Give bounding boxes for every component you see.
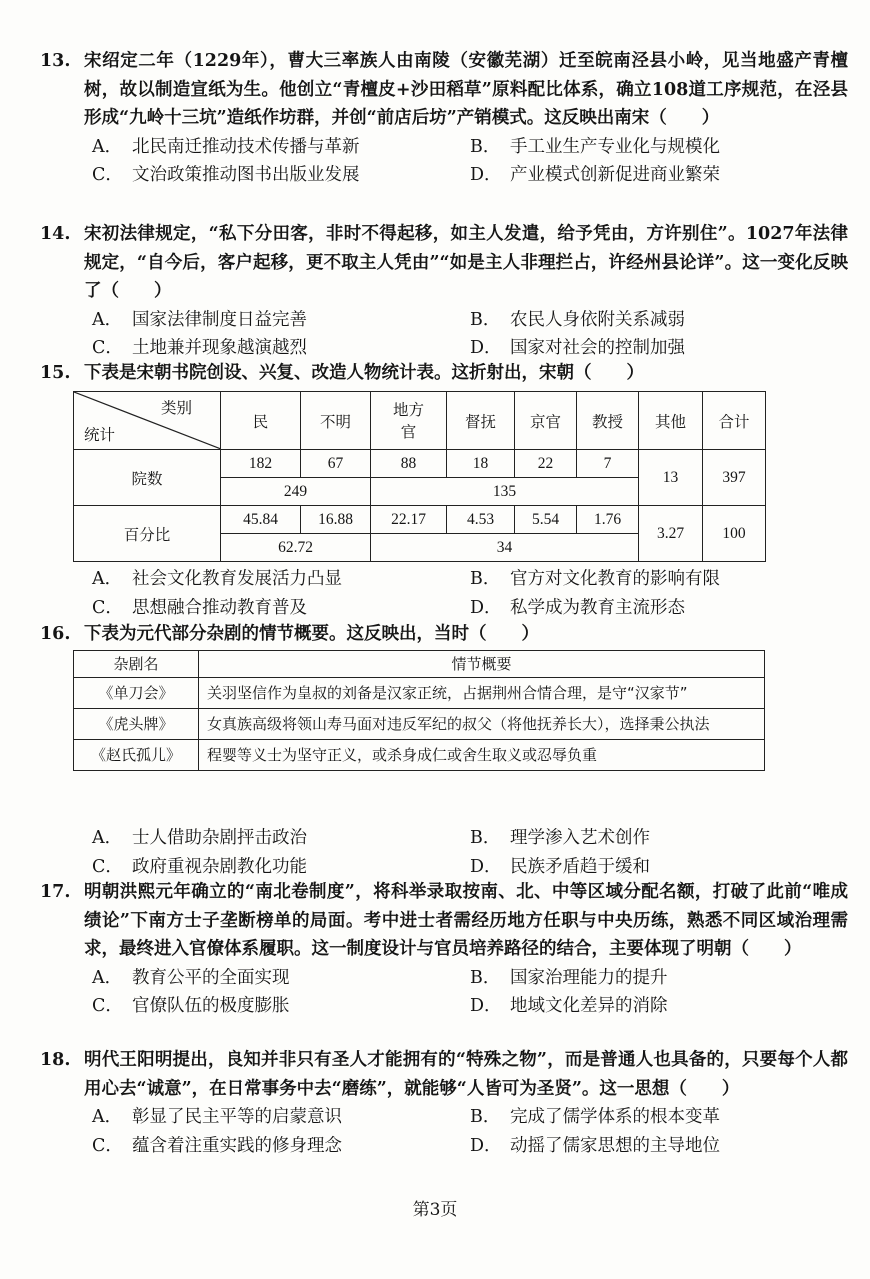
col-header: 其他: [639, 392, 703, 450]
question-13: [40, 47, 848, 190]
col-header: 地方官: [371, 392, 447, 450]
options: [48, 964, 848, 1021]
option-c[interactable]: C． 思想融合推动教育普及: [92, 597, 307, 618]
question-number: 13.: [40, 51, 71, 71]
col-header: 民: [221, 392, 301, 450]
table-row: [74, 740, 765, 771]
option-a[interactable]: A． 教育公平的全面实现: [92, 967, 290, 988]
option-a[interactable]: A． 士人借助杂剧抨击政治: [92, 828, 307, 848]
option-b[interactable]: B． 官方对文化教育的影响有限: [470, 569, 720, 589]
question-stem: 宋绍定二年（1229年），曹大三率族人由南陵（安徽芜湖）迁至皖南泾县小岭，见当地盛产青檀树，故以制造宣纸为生。他创立“青檀皮+沙田稻草”原料配比体系，确立108道工序规范，在泾县形成“九岭十三坑”造纸作坊群，并创“前店后坊”产销模式。这反映出南宋（ ）: [84, 51, 848, 128]
col-header: 合计: [703, 392, 766, 450]
option-d[interactable]: D． 产业模式创新促进商业繁荣: [470, 165, 720, 185]
question-15-options: [48, 565, 848, 622]
drama-plot: 程婴等义士为坚守正义，或杀身成仁或舍生取义或忍辱负重: [199, 740, 765, 771]
col-header: 不明: [301, 392, 371, 450]
drama-plot: 女真族高级将领山寿马面对违反军纪的叔父（将他抚养长大），选择秉公执法: [199, 709, 765, 740]
table-cell: 4.53: [447, 506, 515, 534]
drama-name: 《赵氏孤儿》: [74, 740, 199, 771]
corner-top-label: 类别: [160, 399, 192, 417]
drama-plot-table: [73, 650, 765, 771]
drama-plot: 关羽坚信作为皇叔的刘备是汉家正统，占据荆州合情合理，是守“汉家节”: [199, 678, 765, 709]
table-cell: 88: [371, 450, 447, 478]
col-header: 督抚: [447, 392, 515, 450]
table-cell: 16.88: [301, 506, 371, 534]
table-cell: 3.27: [639, 506, 703, 562]
options: [48, 824, 848, 881]
row-label: 百分比: [74, 506, 221, 562]
option-b[interactable]: B． 农民人身依附关系减弱: [470, 309, 685, 330]
col-header: 京官: [515, 392, 577, 450]
option-c[interactable]: C． 土地兼并现象越演越烈: [92, 338, 307, 358]
col-header: 杂剧名: [74, 651, 199, 678]
table-cell: 62.72: [221, 534, 371, 562]
question-16: [40, 620, 848, 649]
question-14: [40, 220, 848, 363]
option-b[interactable]: B． 国家治理能力的提升: [470, 967, 668, 988]
table-cell: 135: [371, 478, 639, 506]
table-cell: 22: [515, 450, 577, 478]
question-17: [40, 878, 848, 1021]
option-b[interactable]: B． 完成了儒学体系的根本变革: [470, 1107, 720, 1127]
options: [48, 1103, 848, 1160]
corner-bottom-label: 统计: [84, 426, 116, 444]
option-c[interactable]: C． 政府重视杂剧教化功能: [92, 856, 307, 877]
option-a[interactable]: A． 国家法律制度日益完善: [92, 309, 307, 330]
academy-statistics-table: [73, 391, 766, 562]
option-d[interactable]: D． 国家对社会的控制加强: [470, 338, 685, 358]
page-number: 第3页: [412, 1200, 458, 1220]
question-number: 15.: [40, 363, 71, 383]
option-d[interactable]: D． 地域文化差异的消除: [470, 996, 668, 1016]
drama-name: 《虎头牌》: [74, 709, 199, 740]
question-16-options: [48, 824, 848, 881]
options: [48, 306, 848, 363]
option-a[interactable]: A． 社会文化教育发展活力凸显: [92, 569, 342, 589]
row-label: 院数: [74, 450, 221, 506]
table-cell: 397: [703, 450, 766, 506]
table-cell: 182: [221, 450, 301, 478]
table-row: [74, 506, 766, 534]
table-cell: 100: [703, 506, 766, 562]
col-header: 教授: [577, 392, 639, 450]
option-b[interactable]: B． 手工业生产专业化与规模化: [470, 136, 720, 157]
table-cell: 5.54: [515, 506, 577, 534]
question-number: 14.: [40, 224, 71, 244]
question-stem: 明代王阳明提出，良知并非只有圣人才能拥有的“特殊之物”，而是普通人也具备的，只要每个人都用心去“诚意”，在日常事务中去“磨练”，就能够“人皆可为圣贤”。这一思想（ ）: [84, 1050, 848, 1099]
option-d[interactable]: D． 民族矛盾趋于缓和: [470, 856, 650, 877]
option-d[interactable]: D． 动摇了儒家思想的主导地位: [470, 1135, 720, 1156]
table-row: [74, 709, 765, 740]
header-row: [74, 651, 765, 678]
table-cell: 7: [577, 450, 639, 478]
drama-name: 《单刀会》: [74, 678, 199, 709]
option-c[interactable]: C． 蕴含着注重实践的修身理念: [92, 1135, 342, 1156]
question-18: [40, 1046, 848, 1160]
table-cell: 18: [447, 450, 515, 478]
table-cell: 67: [301, 450, 371, 478]
option-a[interactable]: A． 北民南迁推动技术传播与革新: [92, 136, 360, 157]
table-row: [74, 450, 766, 478]
question-stem: 宋初法律规定，“私下分田客，非时不得起移，如主人发遣，给予凭由，方许别住”。1027年法律规定，“自今后，客户起移，更不取主人凭由”“如是主人非理拦占，许经州县论详”。这一变化反映了（ ）: [84, 224, 848, 301]
option-d[interactable]: D． 私学成为教育主流形态: [470, 597, 685, 618]
options: [48, 133, 848, 190]
col-header: 情节概要: [199, 651, 765, 678]
question-number: 18.: [40, 1050, 71, 1070]
question-number: 16.: [40, 624, 71, 644]
table-cell: 1.76: [577, 506, 639, 534]
options: [48, 565, 848, 622]
header-row: [74, 392, 766, 450]
option-c[interactable]: C． 官僚队伍的极度膨胀: [92, 996, 290, 1016]
table-cell: 22.17: [371, 506, 447, 534]
question-stem: 明朝洪熙元年确立的“南北卷制度”，将科举录取按南、北、中等区域分配名额，打破了此前“唯成绩论”下南方士子垄断榜单的局面。考中进士者需经历地方任职与中央历练，熟悉不同区域治理需求，最终进入官僚体系履职。这一制度设计与官员培养路径的结合，主要体现了明朝（ ）: [84, 882, 848, 959]
table-cell: 45.84: [221, 506, 301, 534]
question-15: [40, 359, 848, 388]
option-a[interactable]: A． 彰显了民主平等的启蒙意识: [92, 1107, 342, 1127]
diagonal-corner-cell: [74, 392, 221, 450]
option-b[interactable]: B． 理学渗入艺术创作: [470, 828, 650, 848]
table-cell: 34: [371, 534, 639, 562]
option-c[interactable]: C． 文治政策推动图书出版业发展: [92, 165, 360, 185]
question-number: 17.: [40, 882, 71, 902]
question-stem: 下表是宋朝书院创设、兴复、改造人物统计表。这折射出，宋朝（ ）: [84, 363, 644, 383]
table-row: [74, 678, 765, 709]
table-cell: 249: [221, 478, 371, 506]
question-stem: 下表为元代部分杂剧的情节概要。这反映出，当时（ ）: [84, 624, 539, 644]
table-cell: 13: [639, 450, 703, 506]
